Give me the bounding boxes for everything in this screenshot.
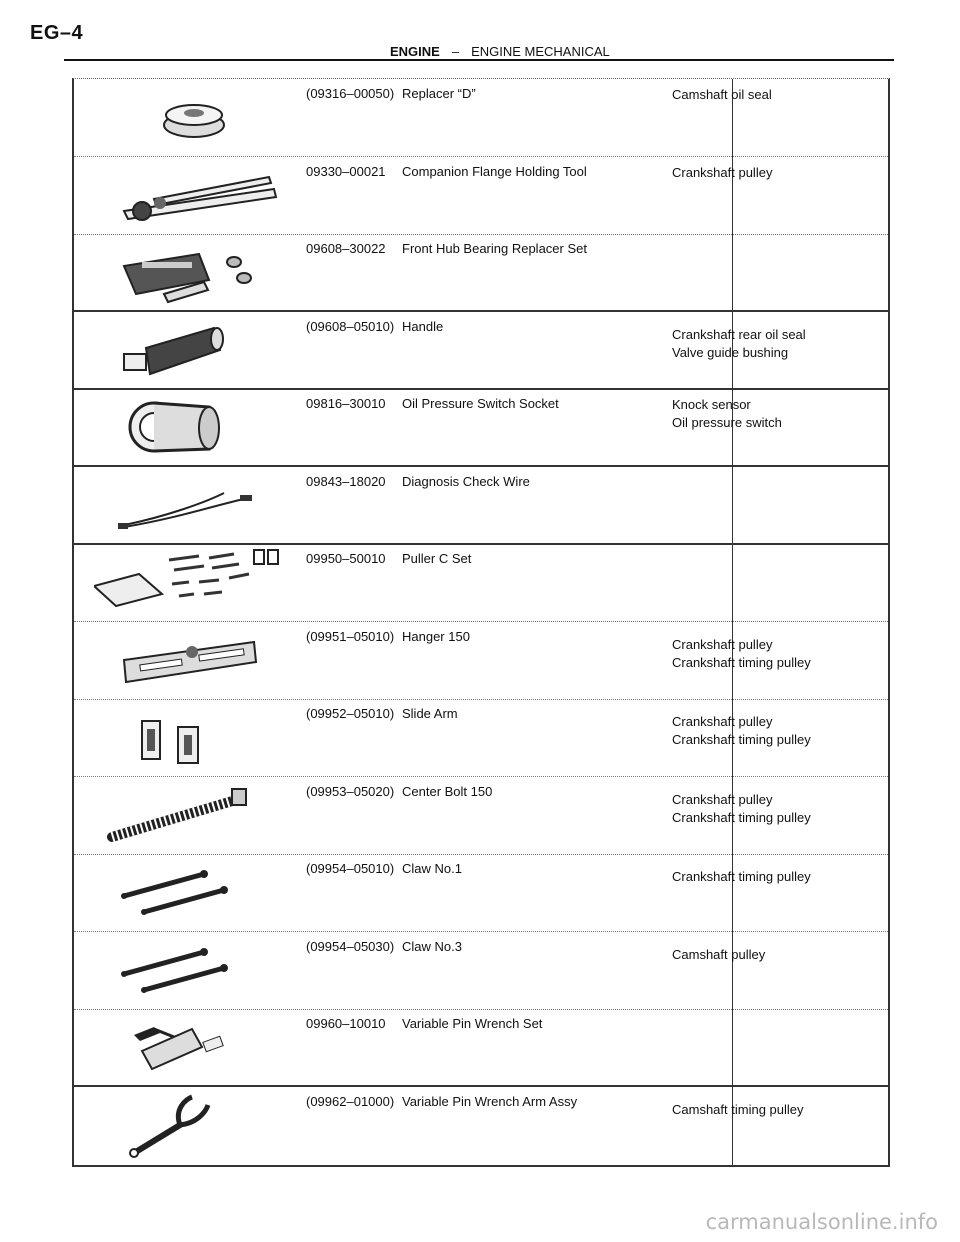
tool-use-item: Valve guide bushing xyxy=(672,344,789,360)
tool-label xyxy=(306,629,470,644)
tool-name: Replacer “D” xyxy=(402,86,476,101)
tool-label xyxy=(306,86,476,101)
tool-name: Center Bolt 150 xyxy=(402,783,493,799)
tool-use-list xyxy=(672,326,806,362)
tool-use-item: Camshaft timing pulley xyxy=(672,1101,804,1117)
tool-name: Companion Flange Holding Tool xyxy=(402,163,587,179)
special-service-tools-table xyxy=(72,78,890,1167)
tool-row-11 xyxy=(74,854,888,932)
tool-row-12 xyxy=(74,932,888,1010)
tool-row-10 xyxy=(74,777,888,855)
tool-use-item: Crankshaft pulley xyxy=(672,791,773,807)
tool-part-number: (09316–00050) xyxy=(306,86,395,101)
tool-illustration xyxy=(94,624,294,696)
tool-name: Claw No.3 xyxy=(402,938,462,954)
header-separator: – xyxy=(451,44,460,59)
pin-wrench-set-icon xyxy=(94,1011,294,1083)
tool-part-number: (09951–05010) xyxy=(306,628,395,644)
tool-name: Front Hub Bearing Replacer Set xyxy=(402,241,587,256)
tool-name: Puller C Set xyxy=(402,551,472,566)
tool-part-number: 09330–00021 xyxy=(306,163,386,179)
tool-use-item: Crankshaft timing pulley xyxy=(672,809,811,825)
tool-label xyxy=(306,784,492,799)
tool-part-number: 09843–18020 xyxy=(306,473,386,489)
tool-use-item: Crankshaft rear oil seal xyxy=(672,326,806,342)
tool-part-number: (09954–05010) xyxy=(306,861,395,876)
tool-part-number: (09954–05030) xyxy=(306,938,395,954)
tool-part-number: 09950–50010 xyxy=(306,551,386,566)
tool-illustration xyxy=(94,236,294,308)
tool-use-list xyxy=(672,636,811,672)
tool-use-item: Crankshaft timing pulley xyxy=(672,732,811,747)
tool-name: Handle xyxy=(402,318,444,334)
tool-use-item: Camshaft oil seal xyxy=(672,87,772,102)
running-header xyxy=(390,44,610,59)
tool-row-4 xyxy=(74,312,888,390)
tool-use-list xyxy=(672,713,811,749)
tool-row-5 xyxy=(74,389,888,467)
tool-use-item: Camshaft pulley xyxy=(672,946,766,962)
tool-name: Slide Arm xyxy=(402,706,458,721)
tool-name: Variable Pin Wrench Arm Assy xyxy=(402,1093,578,1109)
tool-label xyxy=(306,706,458,721)
tool-row-6 xyxy=(74,467,888,545)
pin-wrench-arm-icon xyxy=(94,1089,294,1161)
tool-use-list xyxy=(672,86,772,104)
tool-use-item: Crankshaft timing pulley xyxy=(672,869,811,884)
center-bolt-icon xyxy=(94,779,294,851)
tool-label xyxy=(306,1094,577,1109)
tool-row-14 xyxy=(74,1087,888,1165)
tool-name: Hanger 150 xyxy=(402,628,470,644)
tool-use-list xyxy=(672,1101,804,1119)
tool-part-number: 09608–30022 xyxy=(306,241,386,256)
tool-name: Variable Pin Wrench Set xyxy=(402,1016,543,1031)
puller-set-icon xyxy=(94,546,294,618)
tool-label xyxy=(306,939,462,954)
tool-part-number: (09952–05010) xyxy=(306,706,395,721)
tool-part-number: (09953–05020) xyxy=(306,783,395,799)
tool-use-list xyxy=(672,791,811,827)
tool-illustration xyxy=(94,159,294,231)
tool-row-3 xyxy=(74,234,888,312)
page-code: EG–4 xyxy=(30,22,84,44)
tool-use-item: Crankshaft pulley xyxy=(672,164,773,180)
tool-illustration xyxy=(94,779,294,851)
tool-illustration xyxy=(94,856,294,928)
claw-icon xyxy=(94,934,294,1006)
tool-label xyxy=(306,319,443,334)
tool-name: Oil Pressure Switch Socket xyxy=(402,396,559,411)
tool-use-list xyxy=(672,396,782,432)
flange-holding-tool-icon xyxy=(94,159,294,231)
header-rule xyxy=(64,59,894,61)
tool-part-number: 09960–10010 xyxy=(306,1016,386,1031)
tool-illustration xyxy=(94,314,294,386)
tool-label xyxy=(306,474,530,489)
tool-label xyxy=(306,551,471,566)
replacer-icon xyxy=(94,81,294,153)
tool-row-2 xyxy=(74,157,888,235)
tool-use-list xyxy=(672,946,765,964)
section-title: ENGINE xyxy=(390,44,440,59)
tool-illustration xyxy=(94,81,294,153)
bearing-replacer-set-icon xyxy=(94,236,294,308)
tool-row-8 xyxy=(74,622,888,700)
handle-icon xyxy=(94,314,294,386)
tool-part-number: (09608–05010) xyxy=(306,318,395,334)
tool-row-9 xyxy=(74,699,888,777)
tool-illustration xyxy=(94,701,294,773)
tool-label xyxy=(306,861,462,876)
tool-use-item: Crankshaft pulley xyxy=(672,714,773,729)
tool-part-number: 09816–30010 xyxy=(306,396,386,411)
tool-row-13 xyxy=(74,1009,888,1087)
claw-icon xyxy=(94,856,294,928)
tool-illustration xyxy=(94,469,294,541)
tool-label xyxy=(306,396,559,411)
tool-name: Claw No.1 xyxy=(402,861,462,876)
check-wire-icon xyxy=(94,469,294,541)
tool-name: Diagnosis Check Wire xyxy=(402,473,530,489)
tool-row-7 xyxy=(74,544,888,622)
tool-illustration xyxy=(94,546,294,618)
tool-use-list xyxy=(672,868,811,886)
tool-label xyxy=(306,164,587,179)
tool-illustration xyxy=(94,934,294,1006)
tool-use-item: Crankshaft timing pulley xyxy=(672,654,811,670)
tool-label xyxy=(306,241,587,256)
watermark: carmanualsonline.info xyxy=(705,1210,938,1234)
tool-illustration xyxy=(94,1089,294,1161)
tool-row-1 xyxy=(74,79,888,157)
tool-illustration xyxy=(94,1011,294,1083)
tool-use-list xyxy=(672,164,772,182)
tool-use-item: Knock sensor xyxy=(672,397,751,412)
tool-use-item: Oil pressure switch xyxy=(672,415,782,430)
tool-label xyxy=(306,1016,542,1031)
tool-illustration xyxy=(94,391,294,463)
tool-part-number: (09962–01000) xyxy=(306,1093,395,1109)
hanger-icon xyxy=(94,624,294,696)
tool-use-item: Crankshaft pulley xyxy=(672,636,773,652)
socket-icon xyxy=(94,391,294,463)
subsection-title: ENGINE MECHANICAL xyxy=(471,44,610,59)
slide-arm-icon xyxy=(94,701,294,773)
